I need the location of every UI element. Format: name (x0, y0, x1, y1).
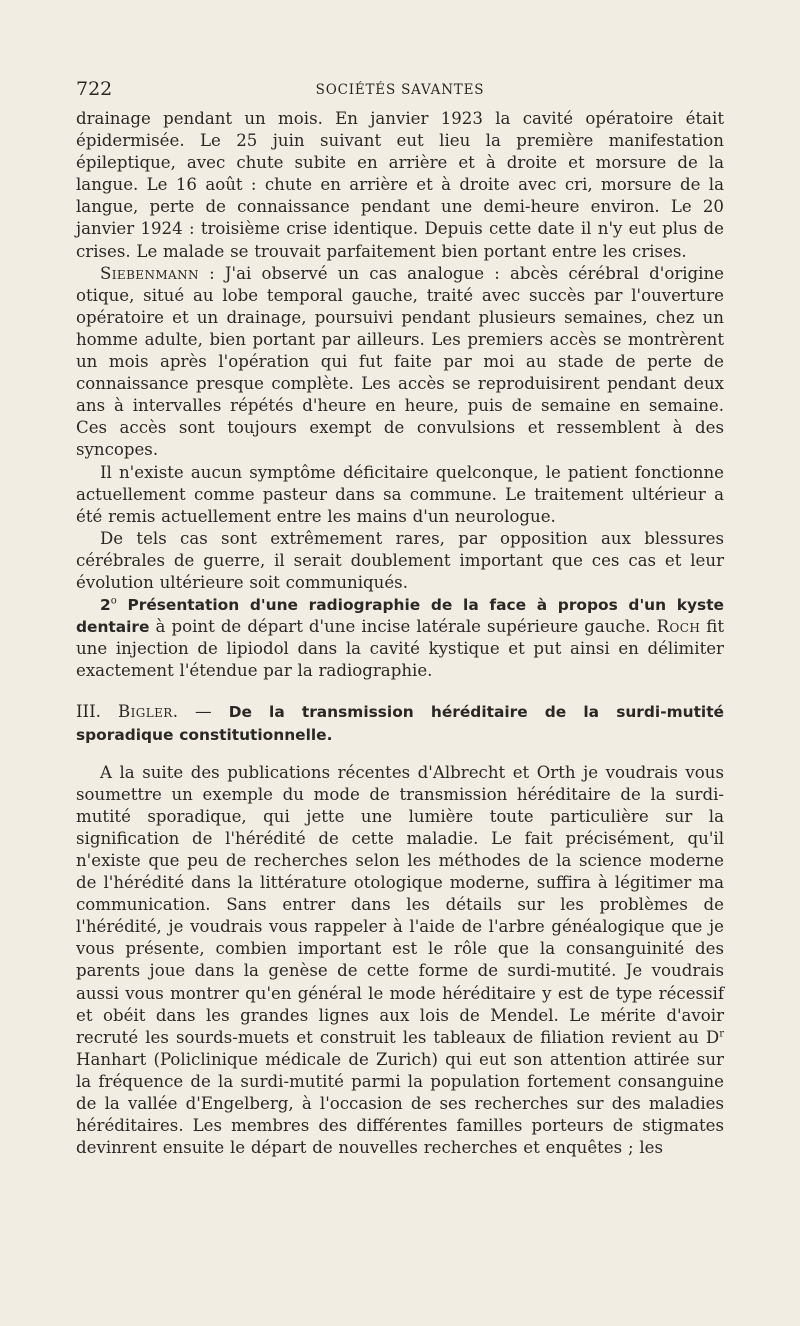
doctor-superscript: r (719, 1028, 724, 1040)
page-number: 722 (76, 78, 113, 100)
subsection-number: 2 (100, 596, 111, 615)
section-dash: . — (172, 702, 229, 722)
paragraph-deficit: Il n'existe aucun symptôme déficitaire quelconque, le patient fonctionne actuellement comme pasteur dans sa commune. Le traitement ultérieur a été remis actuellement entre les mains d'un neurologue. (76, 462, 724, 526)
section-title: De la transmission héréditaire de la surdi-mutité sporadique constitutionnelle. (76, 703, 724, 744)
section-numeral: III. (76, 702, 118, 722)
paragraph-heredity (76, 762, 724, 1160)
author-roch: Roch (656, 617, 701, 637)
subsection-heading: Présentation d'une radiographie de la face à propos d'un kyste dentaire (76, 596, 724, 637)
subsection-text-1: à point de départ d'une incise latérale supérieure gauche. (149, 617, 657, 637)
subsection-text-2: fit une injection de lipiodol dans la cavité kystique et put ainsi en délimiter exactement l'étendue par la radiographie. (76, 617, 724, 681)
paragraph-siebenmann (76, 263, 724, 462)
heredity-text-2: Hanhart (Policlinique médicale de Zurich) qui eut son attention attirée sur la fréquence de la surdi-mutité parmi la population fortement consanguine de la vallée d'Engelberg, à l'occasion de ses recherches sur des maladies héréditaires. Les membres des différentes familles porteurs de stigmates devinrent ensuite le départ de nouvelles recherches et enquêtes ; les (76, 1049, 724, 1158)
author-bigler: Bigler (118, 702, 173, 722)
degree-mark: o (110, 595, 117, 607)
section-three-title-line (76, 701, 724, 745)
heredity-text-1: A la suite des publications récentes d'Albrecht et Orth je voudrais vous soumettre un exemple du mode de transmission héréditaire de la surdi-mutité sporadique, qui jette une lumière toute particulière sur la signification de l'hérédité de cette maladie. Le fait précisément, qu'il n'existe que peu de recherches selon les méthodes de la science moderne de l'hérédité dans la littérature otologique moderne, suffira à légitimer ma communication. Sans entrer dans les détails sur les problèmes de l'hérédité, je voudrais vous rappeler à l'aide de l'arbre généalogique que je vous présente, combien important est le rôle que la consanguinité des parents joue dans la genèse de cette forme de surdi-mutité. Je voudrais aussi vous montrer qu'en général le mode héréditaire y est de type récessif et obéit dans les grandes lignes aux lois de Mendel. Le mérite d'avoir recruté les sourds-muets et construit les tableaux de filiation revient au D (76, 762, 724, 1047)
subsection-radiographie (76, 594, 724, 682)
paragraph-drainage: drainage pendant un mois. En janvier 1923 la cavité opératoire était épidermisée. Le 25 juin suivant eut lieu la première manifestation épileptique, avec chute subite en arrière et à droite et morsure de la langue. Le 16 août : chute en arrière et à droite avec cri, morsure de la langue, perte de connaissance pendant une demi-heure environ. Le 20 janvier 1924 : troisième crise identique. Depuis cette date il n'y eut plus de crises. Le malade se trouvait parfaitement bien portant entre les crises. (76, 109, 724, 261)
section-three-header (76, 701, 724, 745)
document-page (76, 74, 724, 1159)
siebenmann-text: : J'ai observé un cas analogue : abcès cérébral d'origine otique, situé au lobe temporal gauche, traité avec succès par l'ouverture opératoire et un drainage, poursuivi pendant plusieurs semaines, chez un homme adulte, bien portant par ailleurs. Les premiers accès se montrèrent un mois après l'opération qui fut faite par moi au stade de perte de connaissance presque complète. Les accès se reproduisirent pendant deux ans à intervalles répétés d'heure en heure, puis de semaine en semaine. Ces accès sont toujours exempt de convulsions et ressemblent à des syncopes. (76, 263, 724, 460)
running-head (76, 74, 724, 108)
article-body (76, 108, 724, 1159)
speaker-name: Siebenmann (100, 263, 199, 283)
paragraph-rare-cases: De tels cas sont extrêmement rares, par opposition aux blessures cérébrales de guerre, il serait doublement important que ces cas et leur évolution ultérieure soit communiqués. (76, 528, 724, 592)
running-title: SOCIÉTÉS SAVANTES (315, 82, 485, 98)
